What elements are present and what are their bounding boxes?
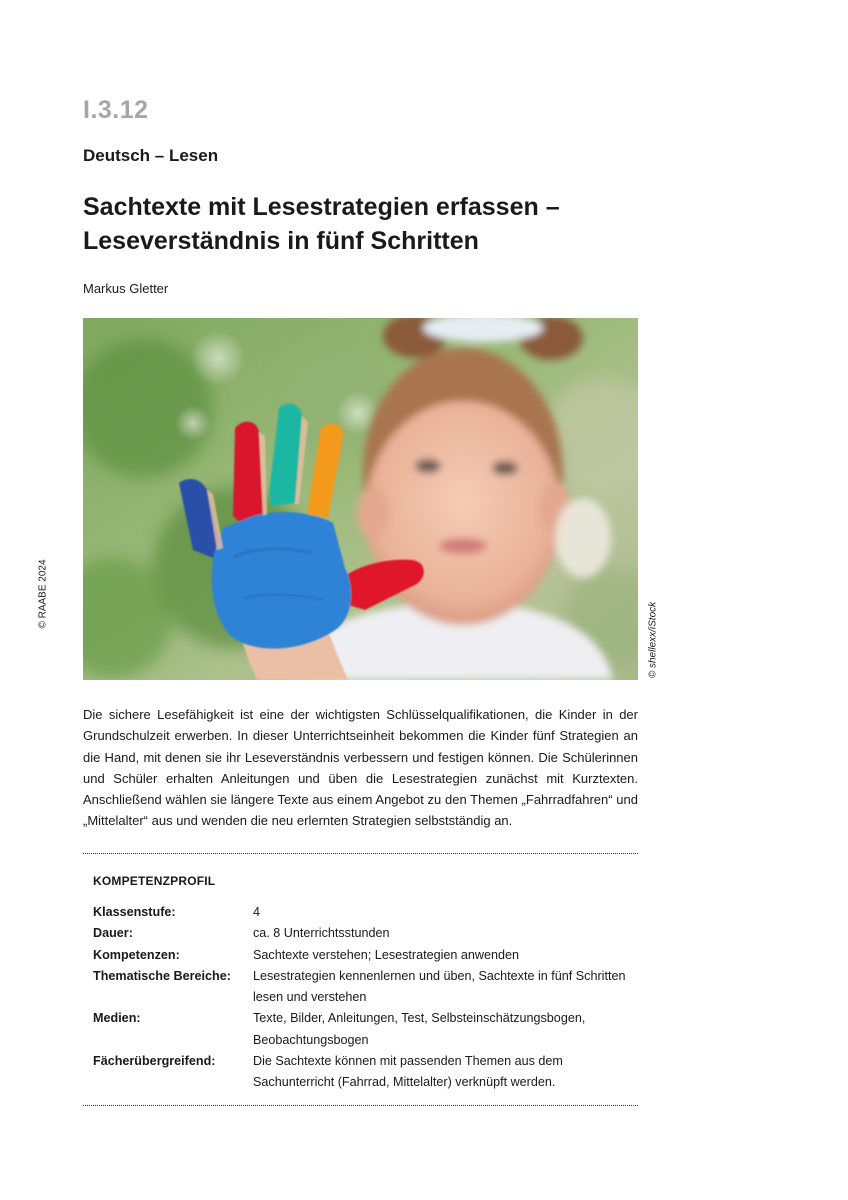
competence-profile-heading: KOMPETENZPROFIL bbox=[93, 874, 216, 888]
competence-row bbox=[93, 945, 633, 966]
competence-label: Medien: bbox=[93, 1011, 141, 1026]
title-line-1: Sachtexte mit Lesestrategien erfassen – bbox=[83, 193, 560, 221]
competence-value: Sachtexte verstehen; Lesestrategien anwenden bbox=[253, 947, 520, 962]
competence-value: Die Sachtexte können mit passenden Themen aus dem Sachunterricht (Fahrrad, Mittelalter) verknüpft werden. bbox=[253, 1054, 563, 1090]
photo-credit: © shellexx/iStock bbox=[647, 601, 659, 679]
unit-code: I.3.12 bbox=[83, 96, 149, 124]
competence-row bbox=[93, 902, 633, 923]
side-copyright: © RAABE 2024 bbox=[37, 559, 49, 629]
competence-row bbox=[93, 1008, 633, 1051]
competence-row bbox=[93, 966, 633, 1009]
competence-profile-table bbox=[93, 902, 633, 1094]
intro-paragraph: Die sichere Lesefähigkeit ist eine der wichtigsten Schlüsselqualifikationen, die Kinder in der Grundschulzeit erwerben. In dieser Unterrichtseinheit bekommen die Kinder fünf Strategien an die Hand, mit denen sie ihr Leseverständnis verbessern und festigen können. Die Schülerinnen und Schüler erhalten Anleitungen und üben die Lesestrategien zunächst mit Kurztexten. Anschließend wählen sie längere Texte aus einem Angebot zu den Themen „Fahrradfahren“ und „Mittelalter“ aus und wenden die neu erlernten Strategien selbstständig an. bbox=[83, 707, 638, 829]
child-painted-hand-photo-icon bbox=[83, 318, 638, 680]
page-title bbox=[83, 190, 643, 258]
competence-label: Thematische Bereiche: bbox=[93, 968, 231, 983]
competence-value: Texte, Bilder, Anleitungen, Test, Selbsteinschätzungsbogen, Beobachtungsbogen bbox=[253, 1011, 586, 1047]
competence-value: ca. 8 Unterrichtsstunden bbox=[253, 926, 390, 941]
competence-value: Lesestrategien kennenlernen und üben, Sachtexte in fünf Schritten lesen und verstehen bbox=[253, 968, 626, 1005]
subject-heading: Deutsch – Lesen bbox=[83, 146, 219, 165]
competence-label: Fächerübergreifend: bbox=[93, 1054, 216, 1069]
competence-label: Dauer: bbox=[93, 926, 133, 941]
divider-top bbox=[83, 853, 638, 854]
competence-row bbox=[93, 923, 633, 944]
author: Markus Gletter bbox=[83, 281, 169, 296]
competence-label: Kompetenzen: bbox=[93, 947, 180, 962]
divider-bottom bbox=[83, 1105, 638, 1106]
title-line-2: Leseverständnis in fünf Schritten bbox=[83, 227, 479, 255]
competence-label: Klassenstufe: bbox=[93, 905, 176, 919]
cover-photo bbox=[83, 318, 638, 680]
competence-row bbox=[93, 1051, 633, 1094]
competence-value: 4 bbox=[253, 905, 261, 919]
